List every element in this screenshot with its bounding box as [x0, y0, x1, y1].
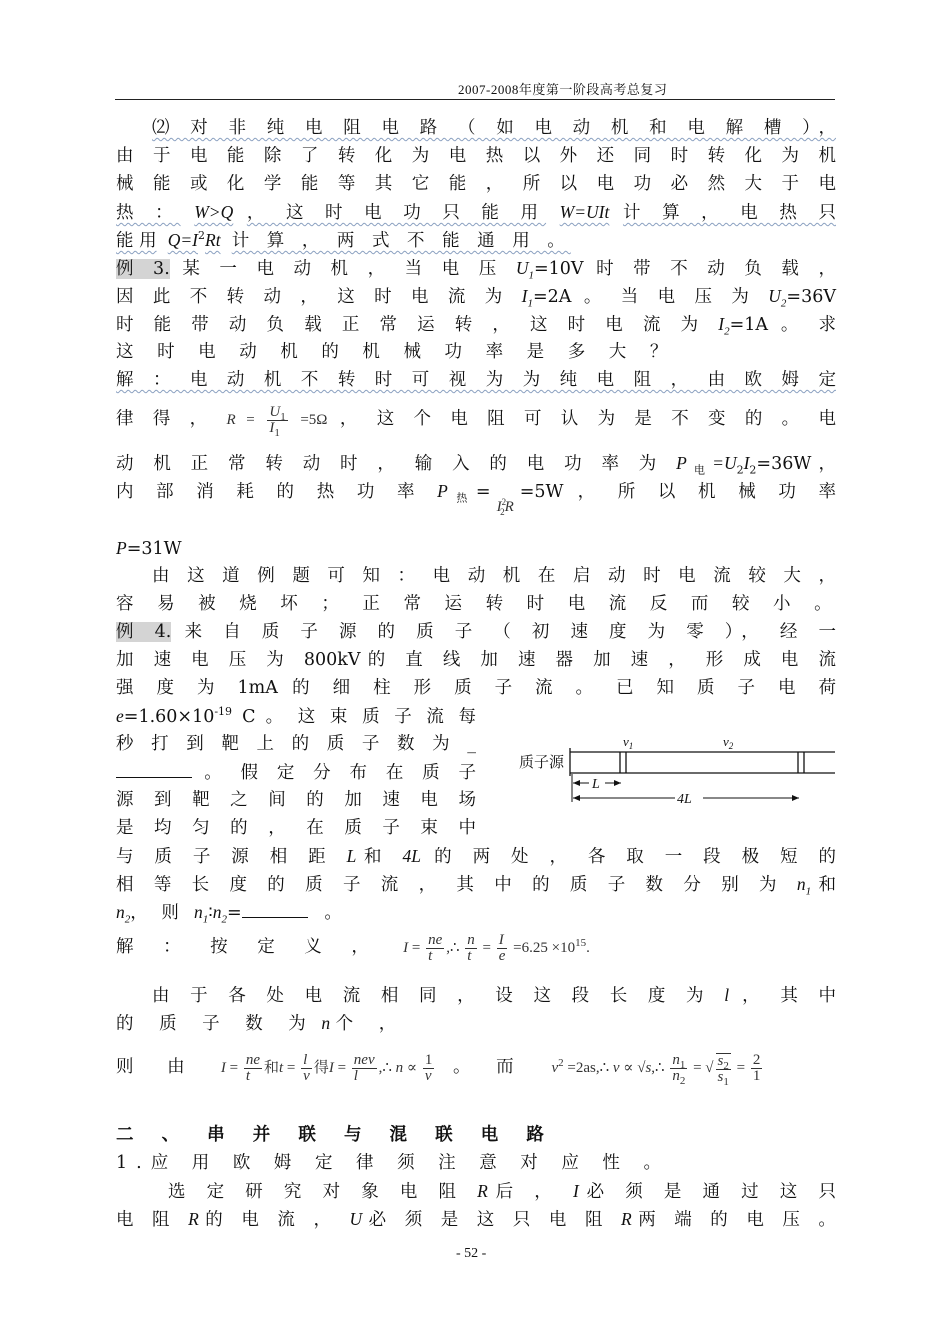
para-text: 动 机 正 常 转 动 时 ， 输 入 的 电 功 率 为 [116, 454, 664, 474]
v1-label: $v_1$ [623, 734, 634, 751]
para-text: 的 质 子 数 为 [116, 1014, 316, 1034]
section-line [116, 1150, 836, 1176]
para-text: 的 电 流 ， [198, 1210, 338, 1230]
symbol-U1: $U_1$ [515, 258, 534, 282]
para-text: ， 其 中 [742, 986, 836, 1006]
para-text: 械 能 或 化 学 能 等 其 它 能 ， 所 以 电 功 必 然 大 于 电 [116, 174, 836, 194]
solution-3-line [116, 478, 836, 517]
para-text: 。 假 定 分 布 在 质 子 [204, 763, 476, 783]
para-text: 必 须 是 这 只 电 阻 [362, 1210, 609, 1230]
para-text: ⑵ 对 非 纯 电 阻 电 路 （ 如 电 动 机 和 电 解 槽 ）， [152, 118, 836, 138]
answer-blank[interactable] [242, 899, 308, 918]
symbol-n1: $n_1$ [193, 902, 209, 926]
answer-blank[interactable] [116, 759, 192, 778]
formula-text: 和 [263, 1060, 279, 1076]
formula-text: =U [712, 453, 737, 473]
para-text: 必 须 是 通 过 这 只 [578, 1182, 836, 1202]
para-line [116, 227, 836, 253]
para-text: 1.应 用 欧 姆 定 律 须 注 意 对 应 性 。 [116, 1153, 670, 1173]
dim-4L-label: 4L [677, 792, 692, 806]
symbol-I2: $I_2$ [718, 314, 730, 338]
para-text: 后 ， [487, 1182, 560, 1202]
para-text: 。 而 [453, 1057, 524, 1077]
formula-text: 1 [752, 1068, 761, 1085]
formula-I2R: $I^2_2R$ [496, 497, 514, 517]
para-text: 某 一 电 动 机 ， 当 电 压 [182, 259, 504, 279]
para-text: =10V 时 带 不 动 负 载 ， [534, 259, 836, 279]
example-3-line [116, 283, 836, 309]
solution-3-line [116, 401, 836, 440]
example-4-line [116, 703, 476, 729]
para-text: =1A 。 求 [729, 315, 836, 335]
para-text: ， 这 时 电 功 只 能 用 [246, 203, 547, 223]
diagram-source-label: 质子源 [519, 755, 565, 771]
para-text: 解 ： 电 动 机 不 转 时 可 视 为 为 纯 电 阻 ， 由 欧 姆 定 [116, 370, 836, 390]
example-4-line [116, 787, 476, 813]
para-text: 由 于 各 处 电 流 相 同 ， 设 这 段 长 度 为 [152, 986, 712, 1006]
example-4-line [116, 647, 836, 673]
symbol-n1: $n_1$ [796, 874, 812, 898]
dim-L-arrow-right [614, 780, 621, 786]
symbol-P: P [437, 481, 448, 501]
formula-text: 2 [752, 1052, 761, 1069]
para-text: 内 部 消 耗 的 热 功 率 [116, 482, 424, 502]
para-text: 来 自 质 子 源 的 质 子 （ 初 速 度 为 零 ）， 经 一 [184, 622, 836, 642]
superscript: 15 [575, 937, 587, 949]
symbol-n2: $n_2$ [212, 902, 228, 926]
subscript: 热 [447, 491, 476, 505]
example-4-line [116, 675, 836, 701]
symbol-P: P [676, 453, 687, 473]
section-heading [116, 1122, 836, 1148]
para-text: 相 等 长 度 的 质 子 流 ， 其 中 的 质 子 数 分 别 为 [116, 875, 784, 895]
symbol-U2: $U_2$ [768, 286, 787, 310]
para-text: 电 阻 [116, 1210, 177, 1230]
symbol-R: R [477, 1181, 488, 1201]
para-text: 由 这 道 例 题 可 知 ： 电 动 机 在 启 动 时 电 流 较 大 ， [152, 566, 836, 586]
para-text: 和 [811, 875, 836, 895]
symbol-l: l [724, 985, 730, 1005]
para-text: 加 速 电 压 为 800kV的 直 线 加 速 器 加 速 ， 形 成 电 流 [116, 650, 836, 670]
para-text: ∶ [208, 903, 213, 923]
para-text: 计 算 ， 两 式 不 能 通 用 。 [231, 231, 571, 251]
para-line [116, 171, 836, 197]
formula-text: = [475, 482, 491, 502]
header-rule [115, 99, 835, 100]
example-4-line [116, 815, 476, 841]
para-text: 秒 打 到 靶 上 的 质 子 数 为 _ [116, 734, 476, 754]
section-line [116, 1178, 836, 1204]
para-text: C 。 这 束 质 子 流 每 [242, 707, 476, 727]
subscript: 电 [686, 463, 713, 477]
para-text: 则 由 [116, 1057, 199, 1077]
example-4-line [116, 731, 476, 757]
v2-label: $v_2$ [723, 734, 734, 751]
para-text: =31W [126, 539, 182, 559]
formula-current-relations: I = $\frac{ne}{t}$ 和t = $\frac{l}{v}$ 得I = $\frac{\text{nev}}{l}$ ,∴ n ∝ $\frac{1}{v}$ [220, 1052, 433, 1085]
example-4-line [116, 899, 836, 925]
symbol-n: n [321, 1013, 331, 1033]
formula-velocity-ratio: $v^2$ =2as,∴ v ∝ √s,∴ $\frac{n_1}{n_2}$ = √ $\frac{s_2}{s_1}$ = $\frac{2}{1}$ [551, 1052, 761, 1088]
symbol-R: R [621, 1209, 632, 1229]
para-text: 强 度 为 1mA 的 细 柱 形 质 子 流 。 已 知 质 子 电 荷 [116, 678, 836, 698]
para-text: 因 此 不 转 动 ， 这 时 电 流 为 [116, 287, 510, 307]
example-4-line [116, 871, 836, 897]
para-text: 选 定 研 究 对 象 电 阻 [168, 1182, 464, 1202]
symbol-e: e [116, 706, 124, 726]
section-title: 二 、 串 并 联 与 混 联 电 路 [116, 1125, 555, 1145]
para-text: 的 两 处 ， 各 取 一 段 极 短 的 [434, 847, 836, 867]
para-text: =36W， [756, 454, 836, 474]
example-3-line [116, 255, 836, 281]
formula-proton-rate: I = $\frac{ne}{t}$ ,∴ $\frac{n}{t}$ = $\frac{I}{e}$ $=6.25 \times 10^{15}$. [403, 932, 590, 965]
para-text: =2A 。 当 电 压 为 [532, 287, 756, 307]
formula-text: 得 [313, 1060, 329, 1076]
para-text: =5W ， 所 以 机 械 功 率 [519, 482, 836, 502]
example-3-line [116, 311, 836, 337]
para-text: 这 时 电 动 机 的 机 械 功 率 是 多 大 ？ [116, 342, 677, 362]
formula-text: W>Q [194, 202, 234, 222]
formula-text: =2as [567, 1060, 596, 1076]
formula-text: Rt [205, 230, 221, 250]
page-number: - 52 - [456, 1246, 487, 1261]
symbol-R: R [188, 1209, 199, 1229]
example-tag: 例 4. [116, 622, 172, 642]
dim-4L-arrow-left [573, 795, 580, 801]
solution-3-line: 动 机 正 常 转 动 时 ， 输 入 的 电 功 率 为 $P_电=U_2I_2=36W$， [116, 453, 836, 477]
symbol-4L: 4L [402, 846, 421, 866]
para-text: 计 算 ， 电 热 只 [622, 203, 836, 223]
para-text: 个 ， [335, 1014, 407, 1034]
example-4-line [116, 843, 836, 869]
para-text: 是 均 匀 的 ， 在 质 子 束 中 [116, 818, 476, 838]
formula-text: . [586, 940, 590, 956]
para-text: 时 能 带 动 负 载 正 常 运 转 ， 这 时 电 流 为 [116, 315, 706, 335]
example-4-line [116, 759, 476, 785]
superscript: 2 [198, 229, 205, 243]
symbol-I1: $I_1$ [521, 286, 533, 310]
para-line [116, 143, 836, 169]
para-text: =36V [786, 287, 836, 307]
dim-L-arrow-left [573, 780, 580, 786]
formula-text: I [743, 453, 750, 473]
para-text: 由 于 电 能 除 了 转 化 为 电 热 以 外 还 同 时 转 化 为 机 [116, 146, 836, 166]
formula-text: W=UIt [559, 202, 610, 222]
symbol-n2: $n_2$ [116, 902, 131, 926]
para-text: = [227, 903, 242, 923]
running-header: 2007-2008年度第一阶段高考总复习 [458, 82, 668, 97]
dim-4L-arrow-right [792, 795, 799, 801]
symbol-L: L [346, 846, 357, 866]
solution-4-line [116, 932, 836, 968]
para-text: ， 则 [130, 903, 183, 923]
para-text: 与 质 子 源 相 距 [116, 847, 334, 867]
para-text: 解 ： 按 定 义 ， [116, 937, 381, 957]
section-line [116, 1206, 836, 1232]
para-text: 源 到 靶 之 间 的 加 速 电 场 [116, 790, 476, 810]
para-text: 。 [324, 903, 342, 923]
dim-L-label: L [592, 777, 600, 792]
formula-R-equals-U-over-I: R = $\frac{U_1}{I_1}$ =5Ω [226, 404, 328, 440]
solution-4-line [116, 1052, 836, 1096]
para-text: 和 [356, 847, 390, 867]
solution-4-line [116, 982, 836, 1008]
symbol-P: P [116, 538, 127, 558]
para-text: 律 得 ， [116, 409, 215, 429]
symbol-U: U [349, 1209, 363, 1229]
solution-4-line [116, 1010, 836, 1036]
para-text: 热 ： [116, 203, 181, 223]
superscript: -19 [214, 705, 233, 719]
solution-3-line [116, 367, 836, 393]
symbol-I: I [572, 1181, 579, 1201]
formula-text: =6.25 ×10 [513, 940, 576, 956]
solution-3-line [116, 591, 841, 617]
para-text: 容 易 被 烧 坏 ； 正 常 运 转 时 电 流 反 而 较 小 。 [116, 594, 841, 614]
example-3-line [116, 339, 836, 365]
formula-text: Q=I [167, 230, 198, 250]
para-text: =1.60×10 [123, 707, 215, 727]
para-text: ， 这 个 电 阻 可 认 为 是 不 变 的 。 电 [339, 409, 836, 429]
para-text: 能 用 [116, 231, 157, 251]
example-tag: 例 3. [116, 259, 170, 279]
para-text: 两 端 的 电 压 。 [631, 1210, 836, 1230]
solution-3-line [116, 535, 836, 561]
para-line [116, 115, 836, 141]
example-4-line [116, 619, 836, 645]
para-line [116, 199, 836, 225]
solution-3-line [116, 563, 836, 589]
proton-beam-diagram [515, 728, 845, 806]
